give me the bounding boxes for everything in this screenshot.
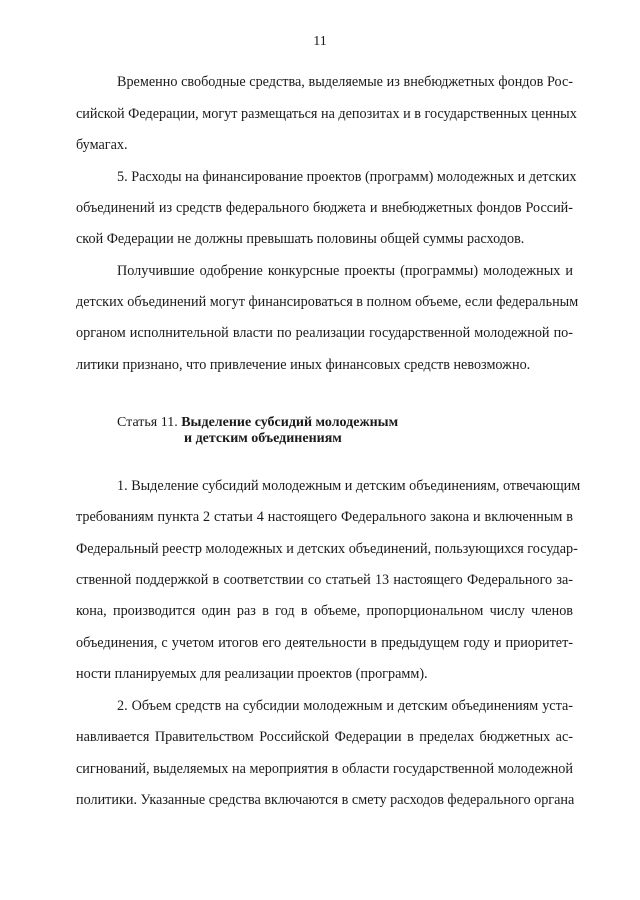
paragraph-line: детских объединений могут финансироваться в полном объеме, если федеральным <box>76 294 579 310</box>
paragraph-line: органом исполнительной власти по реализации государственной молодежной по- <box>76 325 573 341</box>
paragraph-line: сийской Федерации, могут размещаться на депозитах и в государственных ценных <box>76 106 577 122</box>
paragraph-line: Временно свободные средства, выделяемые из внебюджетных фондов Рос- <box>117 74 573 90</box>
paragraph-line: ской Федерации не должны превышать половины общей суммы расходов. <box>76 231 525 247</box>
paragraph-line: 1. Выделение субсидий молодежным и детским объединениям, отвечающим <box>117 478 581 494</box>
article-title-line-2: и детским объединениям <box>184 431 342 446</box>
article-label: Статья 11. <box>117 415 178 430</box>
article-title-line-1: Выделение субсидий молодежным <box>181 415 399 430</box>
paragraph-line: сигнований, выделяемых на мероприятия в области государственной молодежной <box>76 761 573 777</box>
paragraph-line: 2. Объем средств на субсидии молодежным и детским объединениям уста- <box>117 698 573 714</box>
paragraph-line: бумагах. <box>76 137 128 153</box>
paragraph-line: объединений из средств федерального бюджета и внебюджетных фондов Россий- <box>76 200 573 216</box>
paragraph-line: ности планируемых для реализации проектов (программ). <box>76 666 428 682</box>
paragraph-line: Получившие одобрение конкурсные проекты (программы) молодежных и <box>117 263 573 279</box>
paragraph-line: требованиям пункта 2 статьи 4 настоящего Федерального закона и включенным в <box>76 509 573 525</box>
paragraph-line: кона, производится один раз в год в объеме, пропорциональном числу членов <box>76 603 573 619</box>
paragraph-line: литики признано, что привлечение иных финансовых средств невозможно. <box>76 357 531 373</box>
paragraph-line: навливается Правительством Российской Федерации в пределах бюджетных ас- <box>76 729 573 745</box>
paragraph-line: Федеральный реестр молодежных и детских объединений, пользующихся государ- <box>76 541 578 557</box>
paragraph-line: объединения, с учетом итогов его деятельности в предыдущем году и приоритет- <box>76 635 573 651</box>
paragraph-line: 5. Расходы на финансирование проектов (программ) молодежных и детских <box>117 169 577 185</box>
page-number: 11 <box>313 34 327 49</box>
paragraph-line: ственной поддержкой в соответствии со статьей 13 настоящего Федерального за- <box>76 572 573 588</box>
article-heading <box>117 415 398 431</box>
paragraph-line: политики. Указанные средства включаются в смету расходов федерального органа <box>76 792 575 808</box>
